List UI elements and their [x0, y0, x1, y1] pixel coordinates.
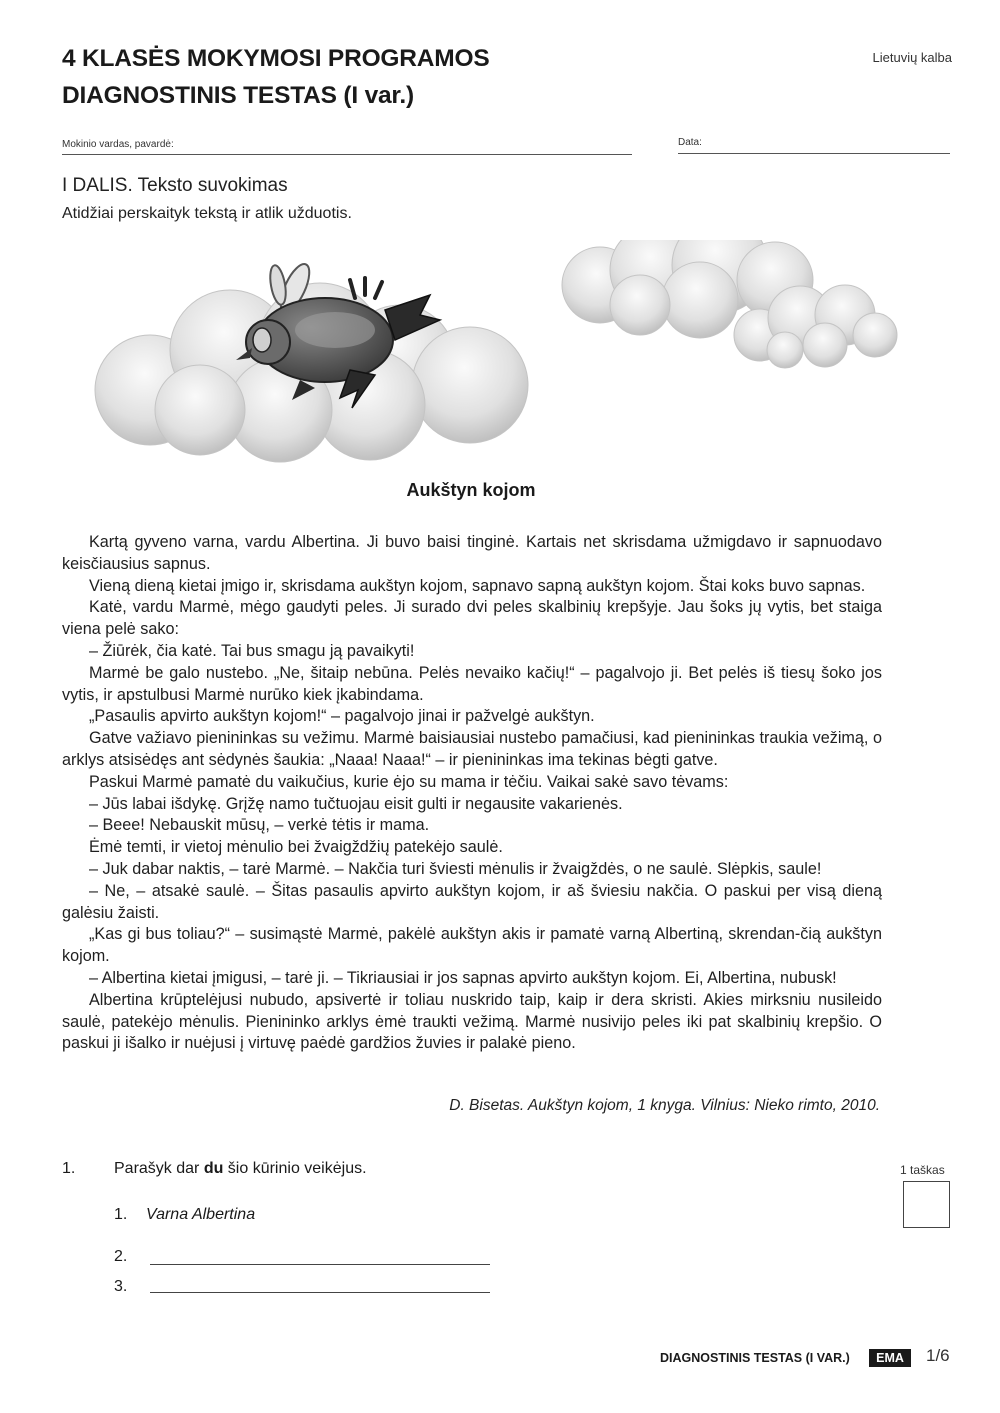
- section-title: I DALIS. Teksto suvokimas: [62, 175, 288, 196]
- date-field[interactable]: [678, 153, 950, 154]
- page-title: [62, 40, 489, 114]
- points-box[interactable]: [903, 1181, 950, 1228]
- story-paragraph: Marmė be galo nustebo. „Ne, šitaip nebūna. Pelės nevaiko kačių!“ – pagalvojo ji. Bet pelės iš tiesų šoko jos vytis, ir apstulbusi Marmė nurūko kiek įkabindama.: [62, 663, 882, 704]
- title-line-2: DIAGNOSTINIS TESTAS (I var.): [62, 82, 414, 109]
- answer-number: 1.: [114, 1206, 128, 1223]
- story-illustration: [0, 240, 1000, 470]
- title-line-1: 4 KLASĖS MOKYMOSI PROGRAMOS: [62, 45, 490, 72]
- story-paragraph: Ėmė temti, ir vietoj mėnulio bei žvaigždžių patekėjo saulė.: [89, 838, 503, 857]
- story-title: Aukštyn kojom: [406, 480, 536, 500]
- story-paragraph: – Žiūrėk, čia katė. Tai bus smagu ją pavaikyti!: [89, 641, 415, 660]
- question-text-bold: du: [203, 1160, 224, 1177]
- points-label: 1 taškas: [900, 1163, 945, 1177]
- story-paragraph: Albertina krūptelėjusi nubudo, apsivertė ir toliau nuskrido taip, kaip ir dera skristi. Akies mirksniu nusileido saulė, patekėjo mėnulis. Pienininko arklys ėmė traukti vežimą. Marmė nusivijo peles iki pat skalbinių krepšio. O paskui ji išalko ir nuėjusi į virtuvę paėdė gardžios žuvies ir palakė pieno.: [62, 990, 882, 1053]
- story-paragraph: – Juk dabar naktis, – tarė Marmė. – Nakčia turi šviesti mėnulis ir žvaigždės, o ne saulė. Slėpkis, saule!: [89, 859, 822, 878]
- story-paragraph: Katė, vardu Marmė, mėgo gaudyti peles. Ji surado dvi peles skalbinių krepšyje. Jau šoks jų vytis, bet staiga viena pelė sako:: [62, 598, 882, 639]
- story-paragraph: „Kas gi bus toliau?“ – susimąstė Marmė, pakėlė aukštyn akis ir pamatė varną Albertiną, skrendan-čią aukštyn kojom.: [62, 925, 882, 966]
- date-label: Data:: [678, 137, 702, 148]
- question-text-before: Parašyk dar: [114, 1160, 204, 1177]
- story-paragraph: „Pasaulis apvirto aukštyn kojom!“ – pagalvojo jinai ir pažvelgė aukštyn.: [89, 707, 595, 726]
- story-paragraph: Gatve važiavo pienininkas su vežimu. Marmė baisiausiai nustebo pamačiusi, kad pienininkas traukia vežimą, o arklys atsisėdęs ant sėdynės šaukia: „Naaa! Naaa!“ – ir pienininkas ima tekinas bėgti gatve.: [62, 729, 882, 769]
- question-number: 1.: [62, 1160, 76, 1177]
- student-name-label: Mokinio vardas, pavardė:: [62, 139, 174, 150]
- story-paragraph: – Beee! Nebauskit mūsų, – verkė tėtis ir mama.: [89, 816, 430, 835]
- page-number: 1/6: [926, 1346, 950, 1365]
- story-paragraph: Vieną dieną kietai įmigo ir, skrisdama aukštyn kojom, sapnavo sapną aukštyn kojom. Štai koks buvo sapnas.: [89, 576, 866, 595]
- answer-line[interactable]: [150, 1264, 490, 1265]
- story-paragraph: – Ne, – atsakė saulė. – Šitas pasaulis apvirto aukštyn kojom, ir aš šviesiu nakčia. O paskui per visą dieną galėsiu žaisti.: [62, 881, 882, 922]
- footer-badge: EMA: [869, 1349, 911, 1367]
- story-source: D. Bisetas. Aukštyn kojom, 1 knyga. Vilnius: Nieko rimto, 2010.: [449, 1097, 880, 1114]
- story-text: [62, 532, 882, 1055]
- story-paragraph: – Albertina kietai įmigusi, – tarė ji. – Tikriausiai ir jos sapnas apvirto aukštyn kojom. Ei, Albertina, nubusk!: [89, 968, 837, 987]
- footer-title: DIAGNOSTINIS TESTAS (I VAR.): [660, 1351, 850, 1365]
- question-text-after: šio kūrinio veikėjus.: [223, 1160, 367, 1177]
- answer-given: Varna Albertina: [146, 1206, 256, 1223]
- question-text: [114, 1160, 367, 1178]
- story-paragraph: Kartą gyveno varna, vardu Albertina. Ji buvo baisi tinginė. Kartais net skrisdama užmigdavo ir sapnuodavo keisčiausius sapnus.: [62, 533, 882, 573]
- answer-number: 2.: [114, 1248, 128, 1265]
- story-paragraph: – Jūs labai išdykę. Grįžę namo tučtuojau eisit gulti ir negausite vakarienės.: [89, 794, 623, 813]
- story-paragraph: Paskui Marmė pamatė du vaikučius, kurie ėjo su mama ir tėčiu. Vaikai sakė savo tėvams:: [89, 772, 729, 791]
- answer-line[interactable]: [150, 1292, 490, 1293]
- answer-number: 3.: [114, 1278, 128, 1295]
- instruction-text: Atidžiai perskaityk tekstą ir atlik užduotis.: [62, 205, 352, 222]
- student-name-field[interactable]: [62, 154, 632, 155]
- subject-label: Lietuvių kalba: [872, 50, 952, 65]
